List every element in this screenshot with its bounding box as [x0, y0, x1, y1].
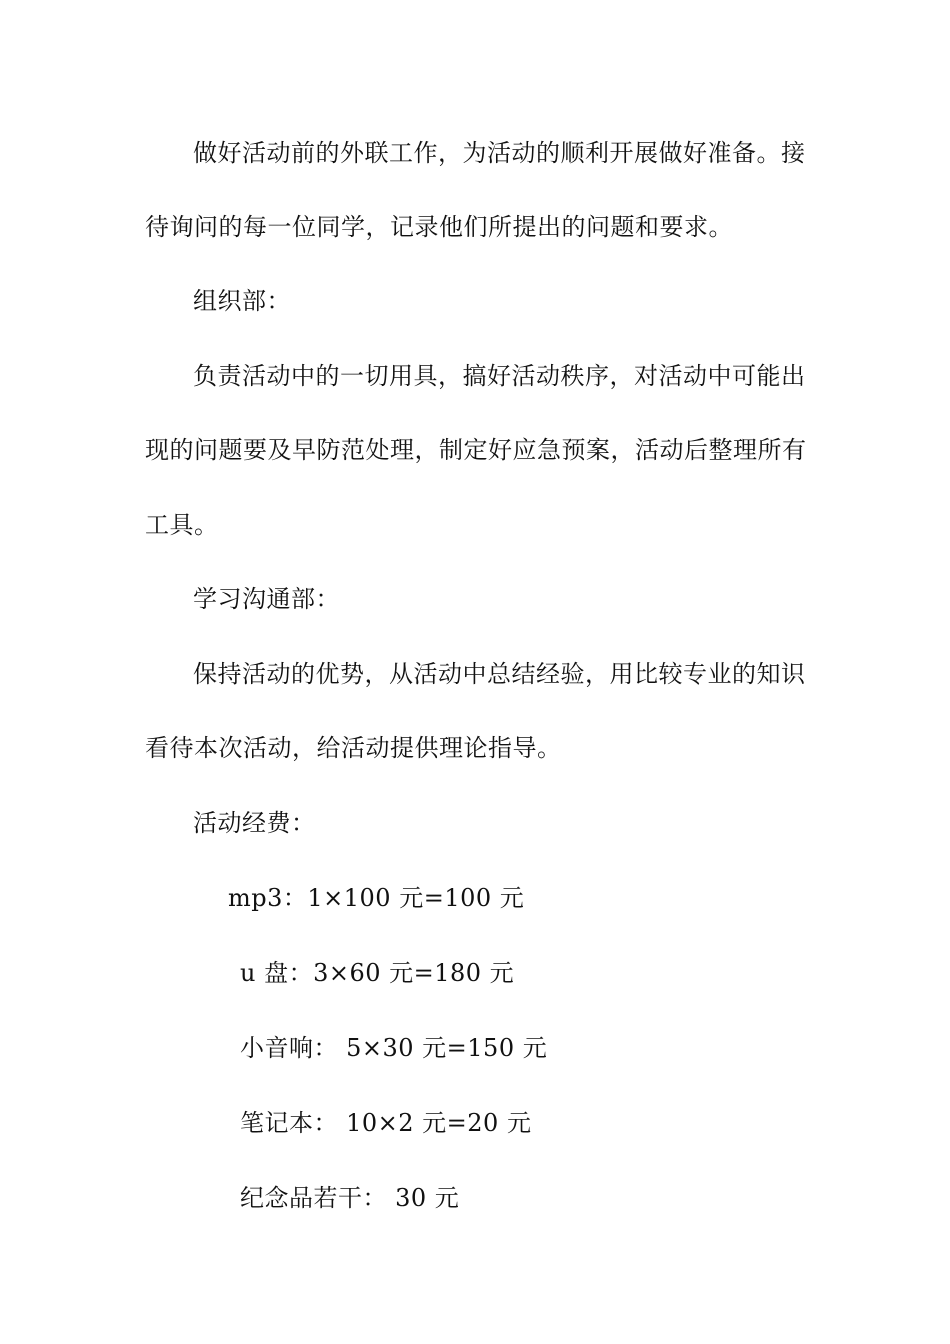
budget-item-usb-drive: u 盘：3×60 元=180 元 — [240, 959, 515, 987]
budget-item-small-speaker: 小音响： 5×30 元=150 元 — [240, 1034, 548, 1062]
paragraph-organization-line-1: 负责活动中的一切用具，搞好活动秩序，对活动中可能出 — [193, 362, 806, 390]
paragraph-organization-line-3: 工具。 — [145, 511, 219, 539]
budget-item-mp3: mp3：1×100 元=100 元 — [228, 884, 525, 912]
paragraph-organization-line-2: 现的问题要及早防范处理，制定好应急预案，活动后整理所有 — [145, 436, 807, 464]
paragraph-outreach-line-1: 做好活动前的外联工作，为活动的顺利开展做好准备。接 — [193, 139, 806, 167]
budget-item-souvenirs: 纪念品若干： 30 元 — [240, 1184, 460, 1212]
heading-activity-budget: 活动经费： — [193, 809, 316, 837]
heading-study-communication-dept: 学习沟通部： — [193, 585, 340, 613]
paragraph-outreach-line-2: 待询问的每一位同学，记录他们所提出的问题和要求。 — [145, 213, 733, 241]
budget-item-notebook: 笔记本： 10×2 元=20 元 — [240, 1109, 532, 1137]
heading-organization-dept: 组织部： — [193, 287, 291, 315]
paragraph-study-line-1: 保持活动的优势，从活动中总结经验，用比较专业的知识 — [193, 660, 806, 688]
paragraph-study-line-2: 看待本次活动，给活动提供理论指导。 — [145, 734, 562, 762]
